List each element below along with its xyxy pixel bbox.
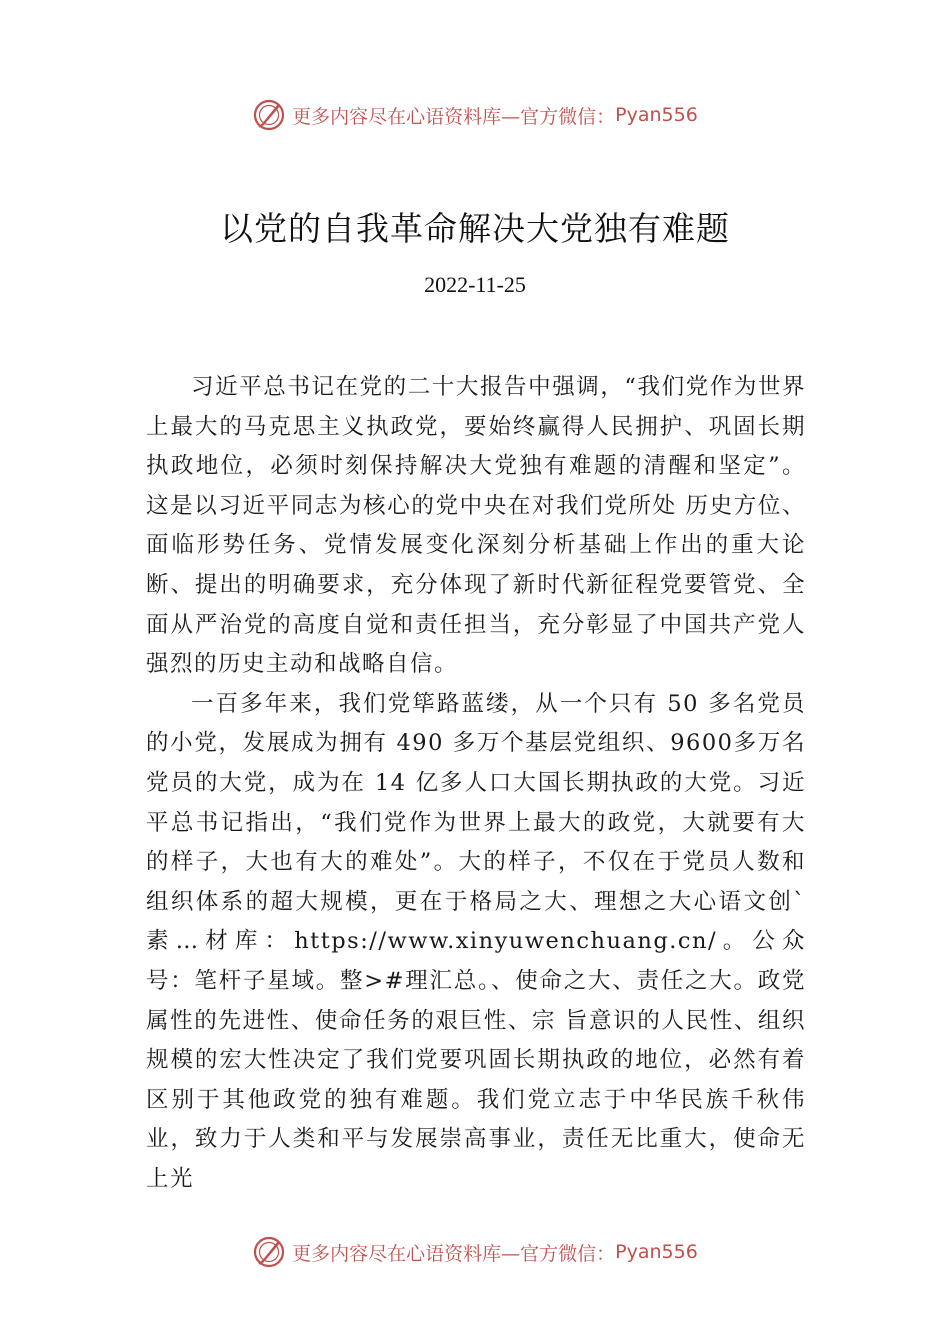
document-title: 以党的自我革命解决大党独有难题 — [220, 209, 730, 248]
article-body — [146, 368, 806, 1199]
footer-watermark-banner — [0, 1232, 950, 1272]
footer-wechat-id: Pyan556 — [615, 1241, 698, 1263]
header-wechat-id: Pyan556 — [615, 104, 698, 126]
footer-brand-text: 更多内容尽在心语资料库—官方微信： — [292, 1242, 616, 1265]
header-brand-text: 更多内容尽在心语资料库—官方微信： — [292, 105, 616, 128]
quill-seal-icon — [252, 98, 286, 132]
paragraph-1: 习近平总书记在党的二十大报告中强调，“我们党作为世界上最大的马克思主义执政党，要始终赢得人民拥护、巩固长期执政地位，必须时刻保持解决大党独有难题的清醒和坚定”。这是以习近平同志为核心的党中央在对我们党所处 历史方位、面临形势任务、党情发展变化深刻分析基础上作出的重大论断、提出的明确要求，充分体现了新时代新征程党要管党、全面从严治党的高度自觉和责任担当，充分彰显了中国共产党人强烈的历史主动和战略自信。 — [146, 374, 806, 678]
paragraph-2: 一百多年来，我们党筚路蓝缕，从一个只有 50 多名党员的小党，发展成为拥有 490 多万个基层党组织、9600多万名党员的大党，成为在 14 亿多人口大国长期执政的大党。习近平总书记指出，“我们党作为世界上最大的政党，大就要有大的样子，大也有大的难处”。大的样子，不仅在于党员人数和组织体系的超大规模，更在于格局之大、理想之大心语文创`素…材库：https://www.xinyuwenchuang.cn/。公众号：笔杆子星域。整>#理汇总。、使命之大、责任之大。政党属性的先进性、使命任务的艰巨性、宗 旨意识的人民性、组织规模的宏大性决定了我们党要巩固长期执政的地位，必然有着区别于其他政党的独有难题。我们党立志于中华民族千秋伟业，致力于人类和平与发展崇高事业，责任无比重大，使命无上光 — [146, 690, 806, 1192]
document-date: 2022-11-25 — [424, 272, 526, 297]
header-watermark-banner — [0, 95, 950, 135]
quill-seal-icon — [252, 1235, 286, 1269]
